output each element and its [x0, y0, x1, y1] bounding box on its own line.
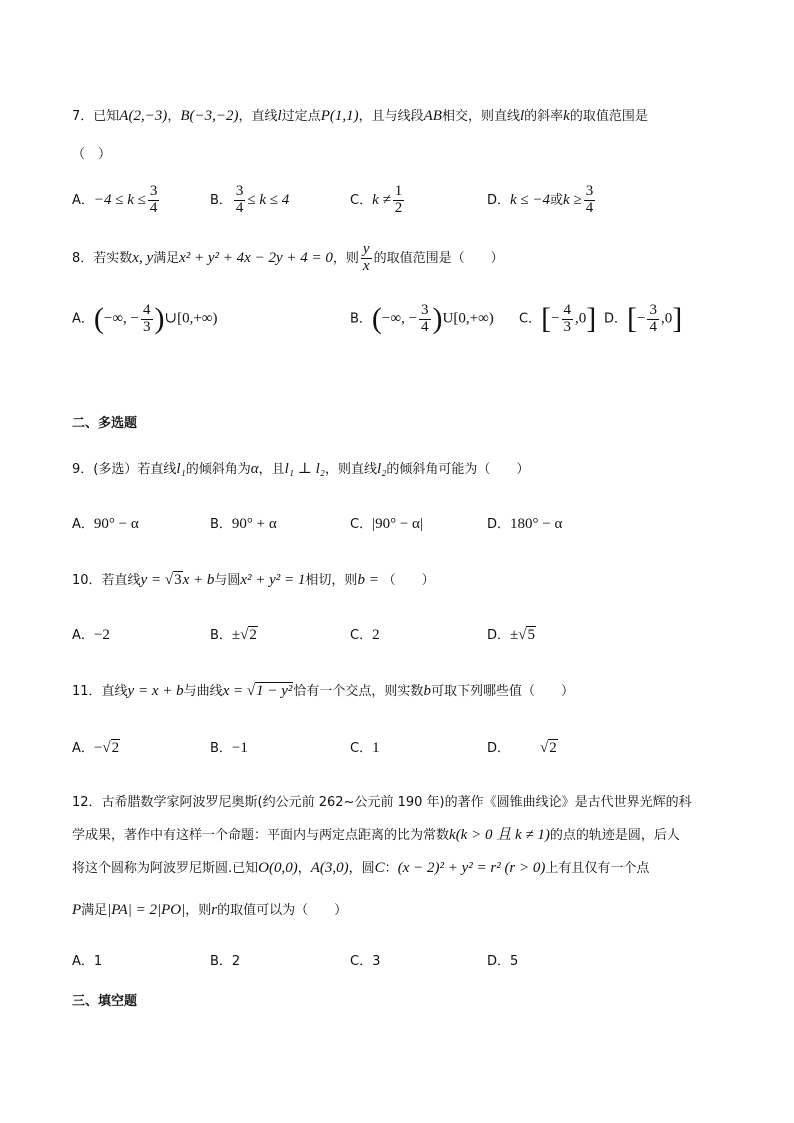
point-b: B(−3,−2) — [180, 108, 239, 124]
q11-option-d[interactable]: D． √2 — [487, 740, 557, 756]
q12-option-a[interactable]: A．1 — [72, 954, 103, 969]
fraction: $\frac{4}{3}$ — [563, 301, 572, 335]
fraction: $\frac{3}{4}$ — [649, 301, 657, 335]
q10-stem: 10．若直线y = √3x + b与圆x² + y² = 1相切，则b = （ ） — [72, 572, 435, 588]
sqrt-icon: √ — [518, 627, 527, 643]
section-heading-multiple-choice: 二、多选题 — [72, 416, 138, 431]
q12-line-3: 将这个圆称为阿波罗尼斯圆.已知O(0,0)，A(3,0)，圆C：(x − 2)² + y² = r² (r > 0)上有且仅有一个点 — [72, 860, 650, 876]
circle-equation: x² + y² + 4x − 2y + 4 = 0 — [179, 249, 333, 266]
sqrt-icon: √ — [246, 683, 256, 699]
q11-option-a[interactable]: A．−√2 — [72, 740, 120, 756]
q10-option-c[interactable]: C．2 — [350, 627, 380, 643]
q12-option-c[interactable]: C．3 — [350, 954, 381, 969]
q12-option-d[interactable]: D．5 — [487, 954, 519, 969]
q7-number: 7．已知 — [72, 109, 120, 124]
fraction: $\frac{3}{4}$ — [585, 183, 594, 216]
q8-stem: 8．若实数x, y满足x² + y² + 4x − 2y + 4 = 0，则 $\frac{y}{x}$ 的取值范围是（ ） — [72, 241, 504, 274]
q12-line-1: 12．古希腊数学家阿波罗尼奥斯(约公元前 262~公元前 190 年)的著作《圆锥曲线论》是古代世界光辉的科 — [72, 795, 692, 810]
q9-stem: 9．(多选）若直线l₁的倾斜角为α，且l₁ ⊥ l₂，则直线l₂的倾斜角可能为（ ） — [72, 461, 530, 477]
q9-option-b[interactable]: B．90° + α — [210, 516, 277, 532]
q9-option-c[interactable]: C．|90° − α| — [350, 516, 423, 532]
q7-stem: 7．已知A(2,−3)，B(−3,−2)，直线l过定点P(1,1)，且与线段AB相交，则直线l的斜率k的取值范围是 — [72, 108, 648, 124]
section-heading-fill-in: 三、填空题 — [72, 994, 138, 1009]
sqrt-icon: √ — [102, 740, 111, 756]
q9-option-d[interactable]: D．180° − α — [487, 516, 563, 532]
sqrt-icon: √ — [240, 627, 249, 643]
fraction: $\frac{3}{4}$ — [235, 183, 244, 216]
point-p: P(1,1) — [320, 108, 359, 124]
sqrt-icon: √ — [540, 740, 549, 756]
fraction: $\frac{y}{x}$ — [362, 241, 370, 274]
fraction: $\frac{4}{3}$ — [143, 301, 151, 335]
q11-option-c[interactable]: C．1 — [350, 740, 380, 756]
fraction: $\frac{3}{4}$ — [149, 183, 158, 216]
point-a: A(2,−3) — [119, 108, 168, 124]
sqrt-icon: √ — [164, 572, 174, 588]
q10-option-d[interactable]: D．±√5 — [487, 627, 535, 643]
q11-stem: 11．直线y = x + b与曲线x = √1 − y²恰有一个交点，则实数b可取下列哪些值（ ） — [72, 683, 574, 699]
q7-answer-paren: （ ） — [72, 147, 112, 162]
q10-option-a[interactable]: A．−2 — [72, 627, 110, 643]
q12-line-4: P满足|PA| = 2|PO|，则r的取值可以为（ ） — [72, 902, 348, 918]
q9-option-a[interactable]: A．90° − α — [72, 516, 139, 532]
q8-option-a[interactable]: A．(−∞, − $\frac{4}{3}$ )∪[0,+∞) — [72, 301, 218, 335]
q7-option-b[interactable]: B． $\frac{3}{4}$ ≤ k ≤ 4 — [210, 183, 290, 216]
fraction: $\frac{3}{4}$ — [421, 301, 429, 335]
q8-option-b[interactable]: B．(−∞, − $\frac{3}{4}$ )U[0,+∞) — [350, 301, 494, 335]
q8-number: 8．若实数 — [72, 250, 133, 266]
q12-option-b[interactable]: B．2 — [210, 954, 241, 969]
q7-option-d[interactable]: D．k ≤ −4或k ≥ $\frac{3}{4}$ — [487, 183, 594, 216]
q7-option-a[interactable]: A．−4 ≤ k ≤ $\frac{3}{4}$ — [72, 183, 158, 216]
q8-option-c[interactable]: C．[− $\frac{4}{3}$ ,0] — [519, 301, 597, 335]
q8-option-d[interactable]: D．[− $\frac{3}{4}$ ,0] — [604, 301, 683, 335]
q7-option-c[interactable]: C．k ≠ $\frac{1}{2}$ — [350, 183, 403, 216]
q12-line-2: 学成果，著作中有这样一个命题：平面内与两定点距离的比为常数k(k > 0 且 k ≠ 1)的点的轨迹是圆，后人 — [72, 827, 680, 843]
fraction: $\frac{1}{2}$ — [394, 183, 403, 216]
q10-option-b[interactable]: B．±√2 — [210, 627, 257, 643]
q11-option-b[interactable]: B．−1 — [210, 740, 248, 756]
